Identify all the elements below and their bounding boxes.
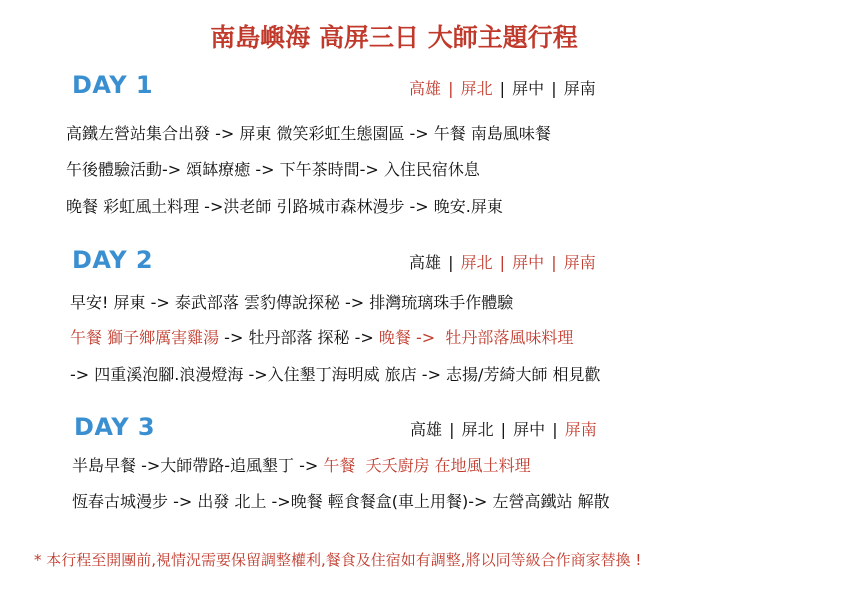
itinerary-segment: 午後體驗活動-> 頌缽療癒 -> 下午茶時間-> 入住民宿休息 (66, 160, 480, 179)
region-label: 高雄 (409, 79, 442, 98)
region-separator: | (443, 79, 459, 98)
region-label: 屏北 (460, 253, 493, 272)
day-3-line-2 (72, 489, 610, 512)
region-separator: | (494, 253, 511, 272)
day-3-heading: DAY 3 (74, 413, 156, 441)
itinerary-segment: 午餐 夭夭廚房 在地風土料理 (323, 456, 531, 475)
itinerary-segment: 高鐵左營站集合出發 -> 屏東 微笑彩虹生態園區 -> 午餐 南島風味餐 (66, 124, 551, 143)
day-1-regions (408, 76, 597, 99)
region-separator: | (444, 420, 460, 439)
region-label: 屏南 (564, 420, 597, 439)
region-separator: | (443, 253, 459, 272)
region-label: 高雄 (410, 420, 443, 439)
itinerary-segment: 晚餐 -> 牡丹部落風味料理 (378, 328, 574, 347)
region-label: 屏中 (512, 79, 545, 98)
day-2-line-2 (70, 325, 573, 348)
day-1-line-3 (66, 194, 503, 217)
region-separator: | (495, 420, 512, 439)
day-1-line-2 (66, 157, 480, 180)
region-label: 高雄 (409, 253, 442, 272)
region-label: 屏中 (513, 420, 546, 439)
day-1-line-1 (66, 121, 551, 144)
itinerary-segment: 半島早餐 ->大師帶路-追風墾丁 -> (72, 456, 324, 475)
day-2-regions (408, 250, 597, 273)
itinerary-segment: 早安! 屏東 -> 泰武部落 雲豹傳說探秘 -> 排灣琉璃珠手作體驗 (70, 293, 514, 312)
day-2-line-1 (70, 290, 513, 313)
region-label: 屏北 (460, 79, 493, 98)
region-separator: | (546, 253, 562, 272)
region-label: 屏北 (461, 420, 494, 439)
region-separator: | (494, 79, 511, 98)
day-3-line-1 (72, 453, 531, 476)
footnote: * 本行程至開團前,視情況需要保留調整權利,餐食及住宿如有調整,將以同等級合作商家替換 ! (34, 551, 642, 569)
itinerary-segment: -> 四重溪泡腳.浪漫燈海 ->入住墾丁海明威 旅店 -> 志揚/芳綺大師 相見歡 (70, 365, 601, 384)
day-1-heading: DAY 1 (72, 71, 154, 99)
itinerary-segment: 午餐 獅子鄉厲害雞湯 (70, 328, 220, 347)
day-3-regions (409, 417, 598, 440)
itinerary-segment: 恆春古城漫步 -> 出發 北上 ->晚餐 輕食餐盒(車上用餐)-> 左營高鐵站 解散 (72, 492, 610, 511)
itinerary-segment: 晚餐 彩虹風土料理 ->洪老師 引路城市森林漫步 -> 晚安.屏東 (66, 197, 503, 216)
itinerary-segment: -> 牡丹部落 探秘 -> (219, 328, 379, 347)
region-label: 屏南 (563, 253, 596, 272)
region-label: 屏南 (563, 79, 596, 98)
region-separator: | (546, 79, 562, 98)
day-2-heading: DAY 2 (72, 246, 154, 274)
day-2-line-3 (70, 362, 601, 385)
page-title: 南島嶼海 高屏三日 大師主題行程 (210, 23, 578, 52)
region-separator: | (547, 420, 563, 439)
region-label: 屏中 (512, 253, 545, 272)
